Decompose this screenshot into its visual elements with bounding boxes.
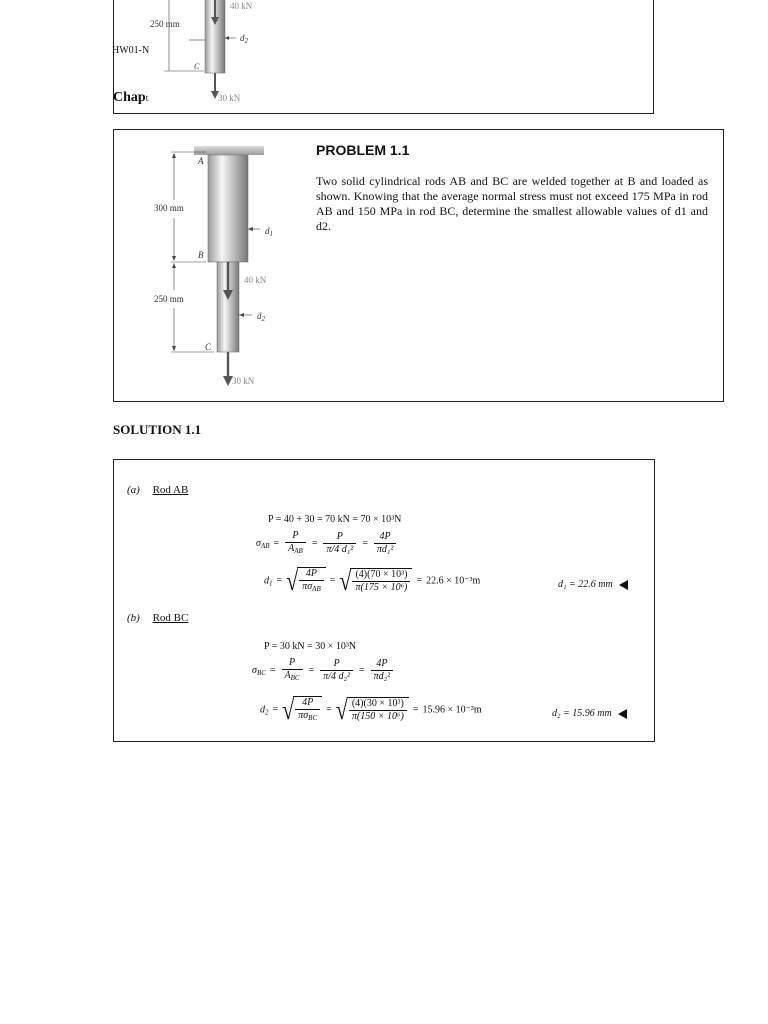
solution-title: SOLUTION 1.1 — [113, 422, 202, 437]
d2-label: $d_2$ — [257, 311, 265, 323]
support-wall — [194, 146, 264, 155]
fragment-dim-label: 250 mm — [150, 19, 180, 29]
part-a-diameter-equation: $d_1$ = √ $\frac{4P}{\pi\sigma_{AB}}$ = √ $\frac{\text{(4)(70 × 10³)}}{\text{π(175 × 10⁶)}}$ = 22.6 × 10⁻³m — [264, 564, 481, 596]
load-b-label: 40 kN — [244, 275, 267, 285]
problem-text: Two solid cylindrical rods AB and BC are welded together at B and loaded as shown. Knowing that the average normal stress must not exceed 175 MPa in rod AB and 150 MPa in rod BC, determine the smallest allowable values of d1 and d2. — [316, 174, 708, 233]
part-b-stress-equation: $\sigma_{BC}$ = $\frac{P}{A_{BC}}$ = $\frac{P}{\text{π/4 d₂²}}$ = $\frac{4P}{\text{πd₂²}}$ — [252, 657, 395, 684]
hw-fragment-label: HW01-N — [112, 45, 150, 56]
rod-diagram — [114, 130, 314, 401]
fragment-load-label: 40 kN — [230, 1, 253, 11]
part-b-diameter-equation: $d_2$ = √ $\frac{4P}{\pi\sigma_{BC}}$ = √ $\frac{\text{(4)(30 × 10³)}}{\text{π(150 × 10⁶)}}$ = 15.96 × 10⁻³m — [260, 693, 482, 725]
chapter-fragment-label: Chapt — [113, 90, 149, 105]
load-c-label: 30 kN — [232, 376, 255, 386]
part-b-heading: (b) Rod BC — [127, 612, 189, 624]
part-a-load-equation: P = 40 + 30 = 70 kN = 70 × 10³N — [268, 514, 402, 525]
part-a-answer: d₁ = 22.6 mm — [558, 579, 628, 590]
dim-ab-label: 300 mm — [154, 203, 184, 213]
fragment-c-label: C — [194, 62, 200, 71]
fragment-d2-label: $d_2$ — [240, 33, 248, 45]
point-b-label: B — [198, 250, 204, 260]
rod-ab — [208, 155, 248, 262]
previous-problem-fragment — [113, 0, 654, 114]
problem-title: PROBLEM 1.1 — [316, 142, 410, 158]
d1-label: $d_1$ — [265, 226, 273, 238]
dim-bc-label: 250 mm — [154, 294, 184, 304]
answer-marker-icon — [618, 709, 627, 719]
part-a-stress-equation: $\sigma_{AB}$ = $\frac{P}{A_{AB}}$ = $\frac{P}{\text{π/4 d₁²}}$ = $\frac{4P}{\text{πd₁²}}$ — [256, 530, 398, 557]
point-c-label: C — [205, 342, 212, 352]
part-a-heading: (a) Rod AB — [127, 484, 189, 496]
point-a-label: A — [198, 156, 204, 166]
part-b-answer: d₂ = 15.96 mm — [552, 708, 627, 719]
fragment-bottom-load-label: 30 kN — [218, 93, 241, 103]
problem-box — [113, 129, 724, 402]
part-b-load-equation: P = 30 kN = 30 × 10³N — [264, 641, 357, 652]
answer-marker-icon — [619, 580, 628, 590]
solution-box — [113, 459, 655, 742]
